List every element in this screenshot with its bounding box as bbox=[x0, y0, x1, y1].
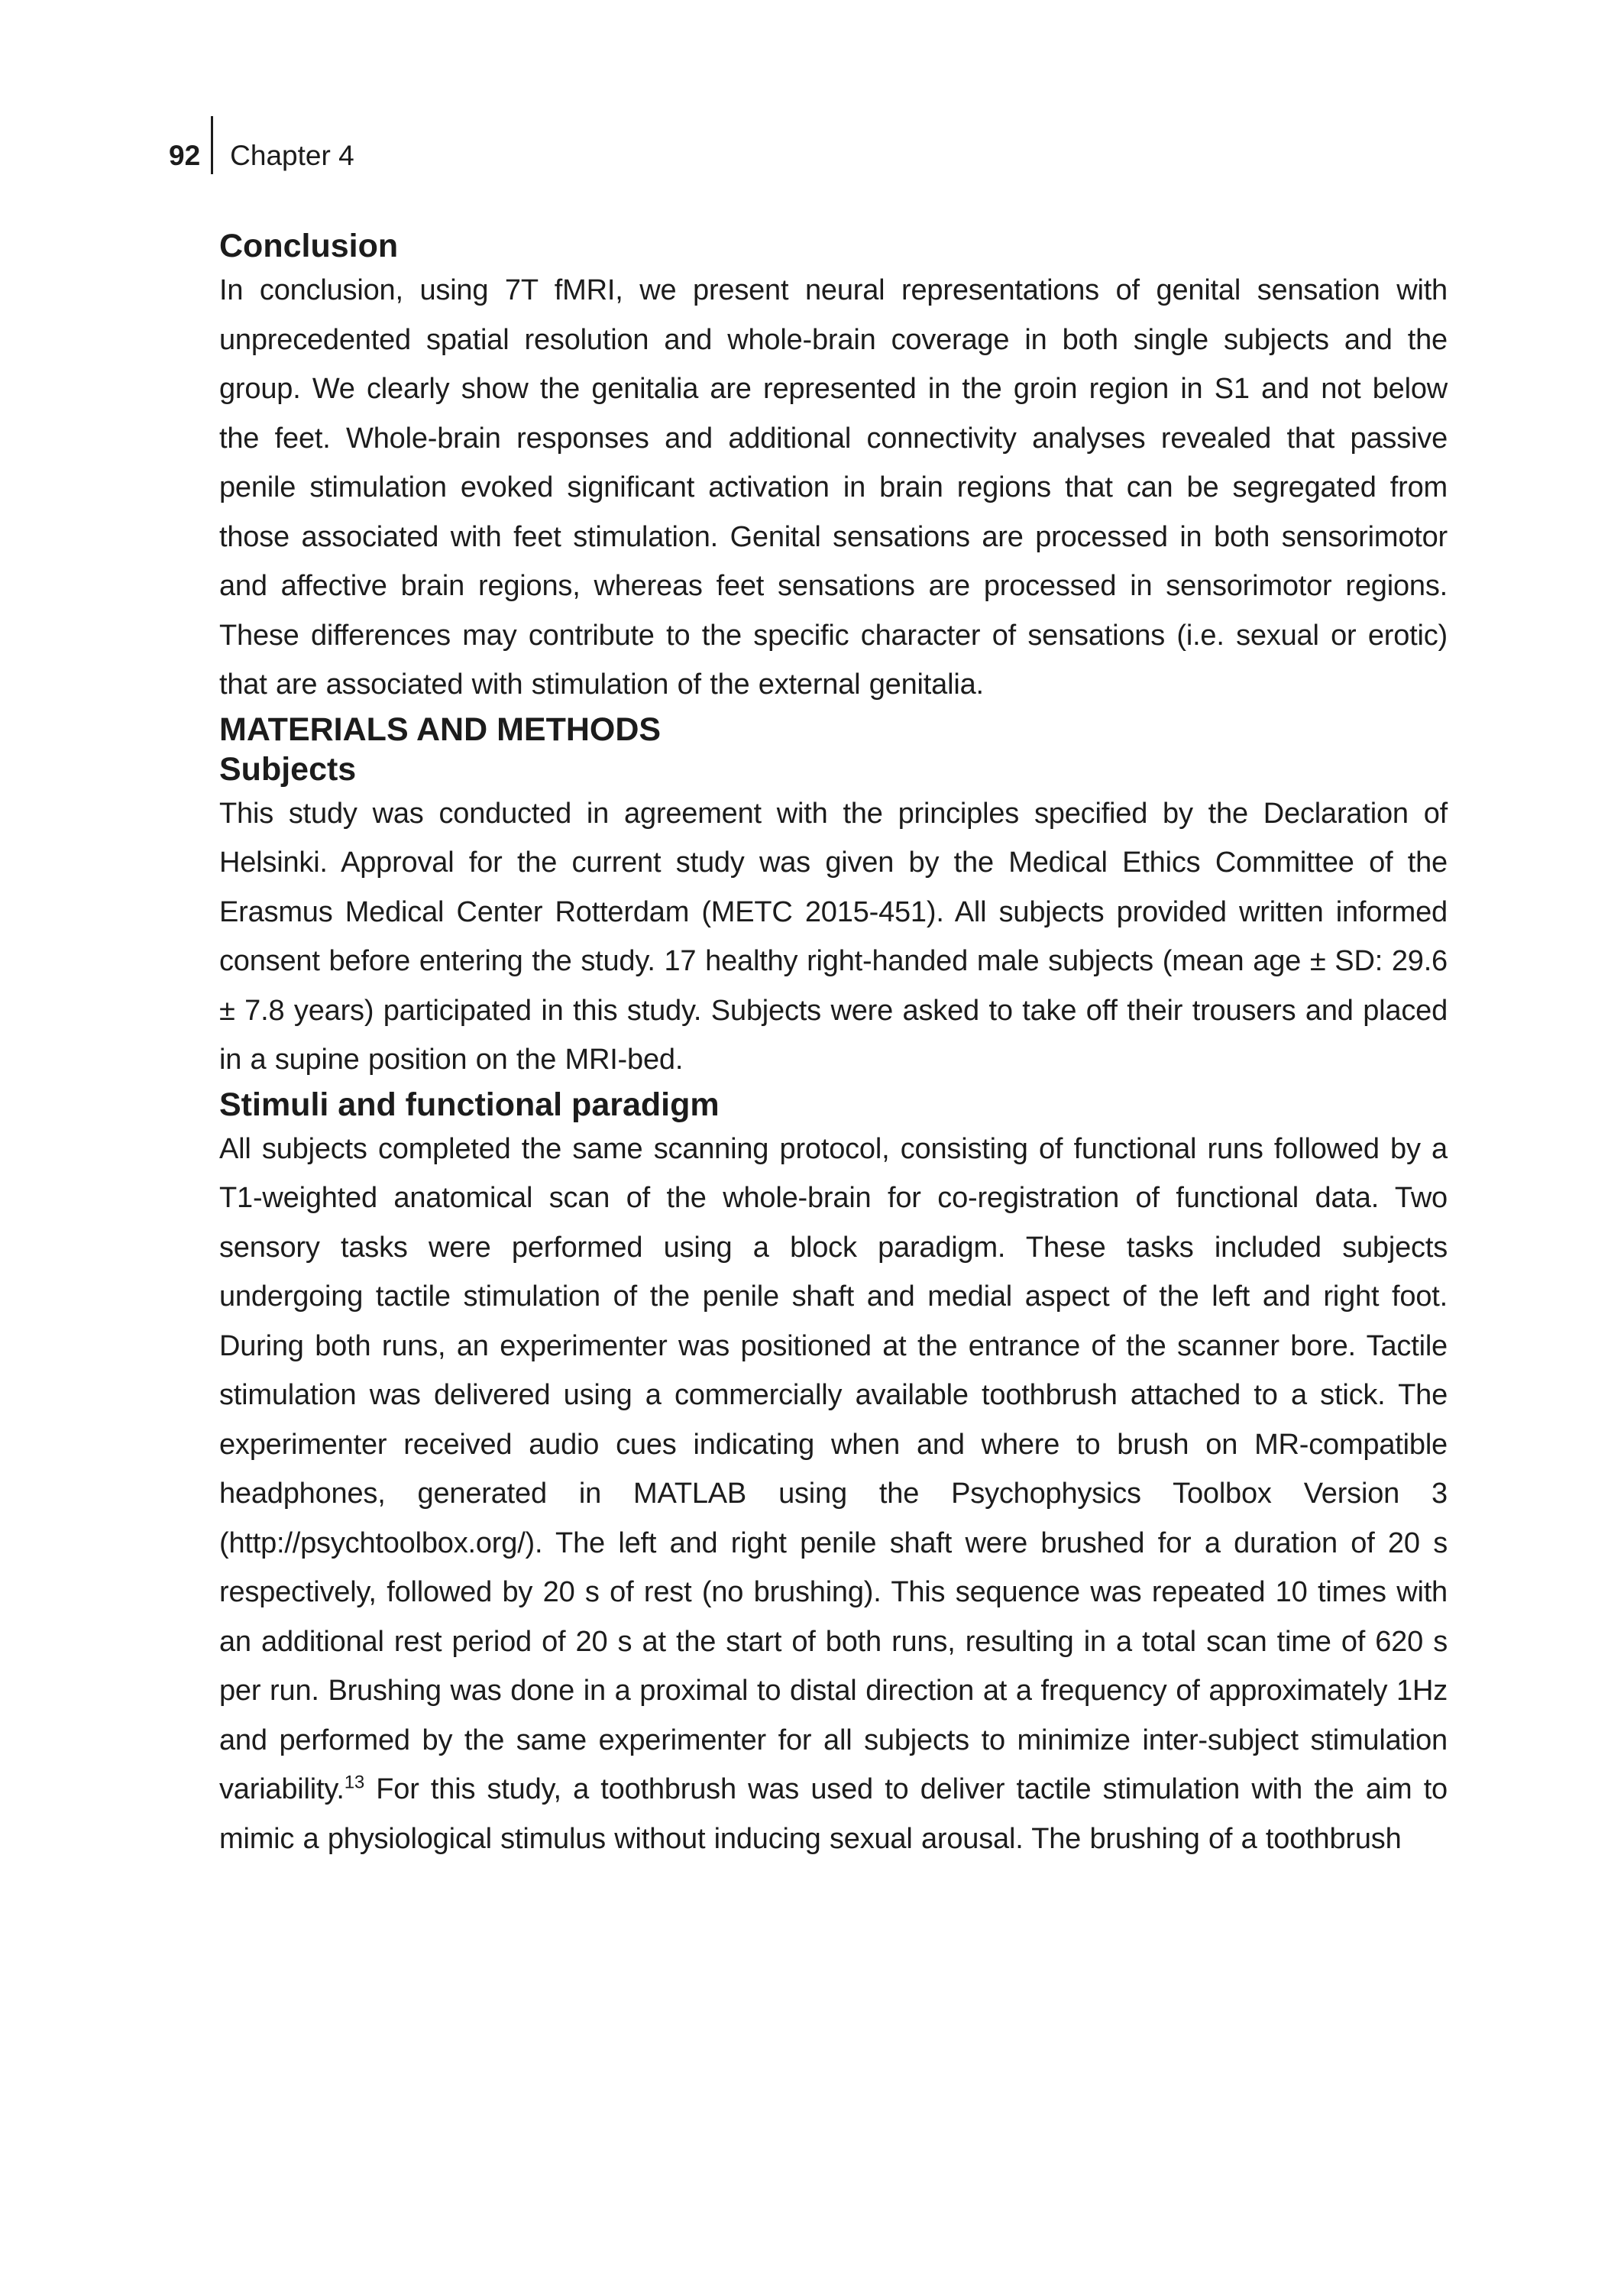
subsection-heading-stimuli-and-functional-paradigm: Stimuli and functional paradigm bbox=[219, 1086, 720, 1123]
conclusion-paragraph: In conclusion, using 7T fMRI, we present neural representations of genital sensation with unprecedented spatial resolution and whole-brain coverage in both single subjects and the group. We clearly show the genitalia are represented in the groin region in S1 and not below the feet. Whole-brain responses and additional connectivity analyses revealed that passive penile stimulation evoked significant activation in brain regions that can be segregated from those associated with feet stimulation. Genital sensations are processed in both sensorimotor and affective brain regions, whereas feet sensations are processed in sensorimotor regions. These differences may contribute to the specific character of sensations (i.e. sexual or erotic) that are associated with stimulation of the external genitalia. bbox=[219, 274, 1448, 701]
reference-superscript-13: 13 bbox=[344, 1772, 365, 1793]
page-content bbox=[219, 226, 1448, 1863]
stimuli-paragraph-text-after-reference: For this study, a toothbrush was used to deliver tactile stimulation with the aim to mimic a physiological stimulus without inducing sexual arousal. The brushing of a toothbrush bbox=[219, 1773, 1448, 1855]
running-header bbox=[169, 116, 354, 174]
header-divider-rule bbox=[211, 116, 213, 174]
page-number: 92 bbox=[169, 140, 201, 171]
section-heading-materials-and-methods: MATERIALS AND METHODS bbox=[219, 711, 662, 748]
section-heading-conclusion: Conclusion bbox=[219, 228, 399, 264]
stimuli-paragraph bbox=[219, 1125, 1448, 1864]
stimuli-paragraph-text-before-reference: All subjects completed the same scanning protocol, consisting of functional runs followed by a T1-weighted anatomical scan of the whole-brain for co-registration of functional data. Two sensory tasks were performed using a block paradigm. These tasks included subjects undergoing tactile stimulation of the penile shaft and medial aspect of the left and right foot. During both runs, an experimenter was positioned at the entrance of the scanner bore. Tactile stimulation was delivered using a commercially available toothbrush attached to a stick. The experimenter received audio cues indicating when and where to brush on MR-compatible headphones, generated in MATLAB using the Psychophysics Toolbox Version 3 (http://psychtoolbox.org/). The left and right penile shaft were brushed for a duration of 20 s respectively, followed by 20 s of rest (no brushing). This sequence was repeated 10 times with an additional rest period of 20 s at the start of both runs, resulting in a total scan time of 620 s per run. Brushing was done in a proximal to distal direction at a frequency of approximately 1Hz and performed by the same experimenter for all subjects to minimize inter-subject stimulation variability. bbox=[219, 1132, 1448, 1805]
subsection-heading-subjects: Subjects bbox=[219, 750, 357, 788]
subjects-paragraph: This study was conducted in agreement with the principles specified by the Declaration of Helsinki. Approval for the current study was given by the Medical Ethics Committee of the Erasmus Medical Center Rotterdam (METC 2015-451). All subjects provided written informed consent before entering the study. 17 healthy right-handed male subjects (mean age ± SD: 29.6 ± 7.8 years) participated in this study. Subjects were asked to take off their trousers and placed in a supine position on the MRI-bed. bbox=[219, 797, 1448, 1076]
chapter-label: Chapter 4 bbox=[230, 140, 354, 171]
